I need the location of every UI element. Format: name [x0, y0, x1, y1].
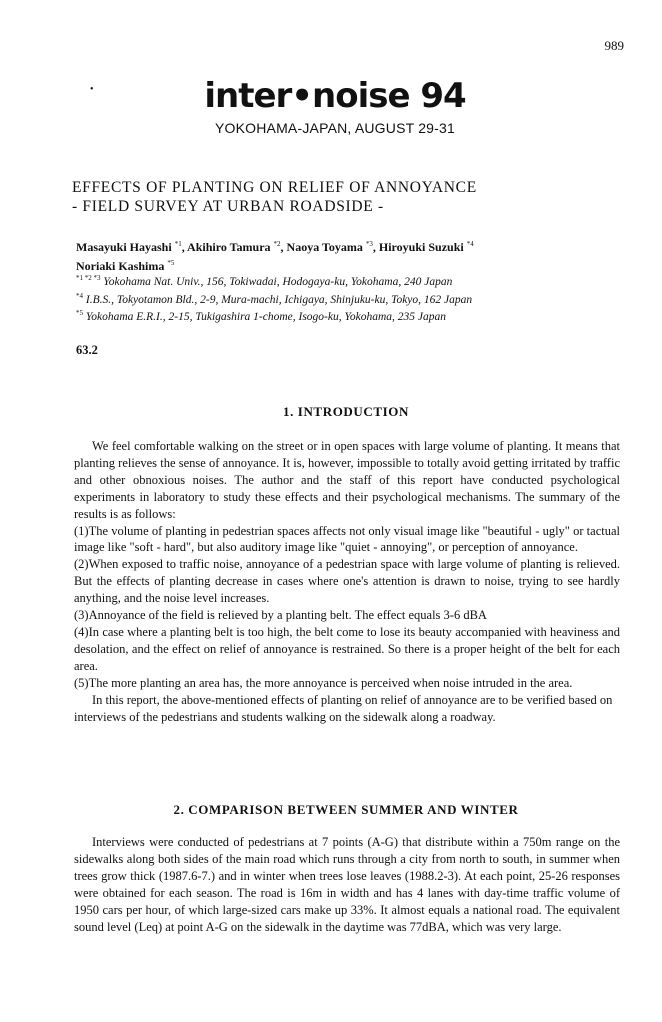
page-number: 989 — [604, 38, 624, 53]
author-name: Akihiro Tamura — [187, 240, 271, 254]
author-name: Masayuki Hayashi — [76, 240, 172, 254]
paper-title — [72, 178, 632, 216]
paragraph: Interviews were conducted of pedestrians at 7 points (A-G) that distribute within a 750m range on the sidewalks along both sides of the main road which runs through a city from north to south, in summer when trees grow thick (1987.6-7.) and in winter when trees lose leaves (1988.2-3). At each point, 25-26 responses were obtained for each season. The road is 16m in width and has 4 lanes with day-time traffic volume of 1950 cars per hour, of which large-sized cars make up 33%. It almost equals a national road. The equivalent sound level (Leq) at point A-G on the sidewalk in the daytime was 77dBA, which was very large. — [74, 835, 620, 934]
title-line-1: EFFECTS OF PLANTING ON RELIEF OF ANNOYANCE — [72, 179, 477, 196]
comparison-body — [74, 834, 620, 935]
author-mark: *3 — [365, 240, 373, 248]
paragraph: In this report, the above-mentioned effects of planting on relief of annoyance are to be verified based on interviews of the pedestrians and students walking on the sidewalk along a roadway. — [74, 692, 613, 724]
paper-number: 63.2 — [76, 343, 98, 357]
author-mark: *5 — [167, 259, 175, 267]
affiliation-mark: *1 *2 *3 — [76, 274, 101, 282]
affiliation — [76, 270, 636, 290]
affiliation — [76, 305, 636, 325]
list-item: (5)The more planting an area has, the more annoyance is perceived when noise intruded in the area. — [74, 675, 573, 690]
author-mark: *2 — [273, 240, 281, 248]
affiliation-mark: *4 — [76, 292, 83, 300]
affiliation-text: Yokohama E.R.I., 2-15, Tukigashira 1-chome, Isogo-ku, Yokohama, 235 Japan — [85, 310, 446, 323]
dot-mark: • — [90, 84, 94, 95]
list-item: (2)When exposed to traffic noise, annoyance of a pedestrian space with large volume of planting is relieved. But the effects of planting decrease in cases where one's attention is drawn to noise, trying to see hardly anything, and the noise level increases. — [74, 557, 620, 606]
title-line-2: - FIELD SURVEY AT URBAN ROADSIDE - — [72, 198, 384, 215]
list-item: (1)The volume of planting in pedestrian spaces affects not only visual image like "beautiful - ugly" or tactual image like "soft - hard", but also auditory image like "quiet - annoying", or perception of annoyance. — [74, 523, 620, 555]
list-item: (3)Annoyance of the field is relieved by a planting belt. The effect equals 3-6 dBA — [74, 608, 487, 623]
paragraph: We feel comfortable walking on the street or in open spaces with large volume of planting. It means that planting relieves the sense of annoyance. It is, however, impossible to totally avoid getting irritated by traffic and other obnoxious noises. The author and the staff of this report have conducted psychological experiments in laboratory to study these effects and their psychological mechanisms. The summary of the results is as follows: — [74, 439, 620, 521]
affiliation-text: I.B.S., Tokyotamon Bld., 2-9, Mura-machi, Ichigaya, Shinjuku-ku, Tokyo, 162 Japan — [85, 293, 473, 306]
author-list: Masayuki Hayashi $^{*1}$, Akihiro Tamura $^{*2}$, Naoya Toyama $^{*3}$, Hiroyuki Suzuki $^{*4}$ Noriaki Kashima $^{*5}$ — [76, 240, 474, 273]
conference-logo: inter•noise 94 — [204, 76, 466, 116]
author-mark: *1 — [174, 240, 182, 248]
conference-subtitle: YOKOHAMA-JAPAN, AUGUST 29-31 — [214, 120, 456, 136]
author-name: Noriaki Kashima — [76, 259, 165, 273]
list-item: (4)In case where a planting belt is too high, the belt come to lose its beauty accompanied with heaviness and desolation, and the effect on relief of annoyance is restrained. So there is a proper height of the belt for each area. — [74, 624, 620, 673]
section-heading-comparison: 2. COMPARISON BETWEEN SUMMER AND WINTER — [173, 802, 519, 817]
author-mark: *4 — [466, 240, 474, 248]
author-name: Hiroyuki Suzuki — [378, 240, 464, 254]
introduction-body — [74, 438, 620, 725]
author-name: Naoya Toyama — [286, 240, 363, 254]
section-heading-introduction: 1. INTRODUCTION — [282, 404, 409, 419]
affiliation-mark: *5 — [76, 309, 83, 317]
affiliation-text: Yokohama Nat. Univ., 156, Tokiwadai, Hodogaya-ku, Yokohama, 240 Japan — [103, 275, 453, 288]
